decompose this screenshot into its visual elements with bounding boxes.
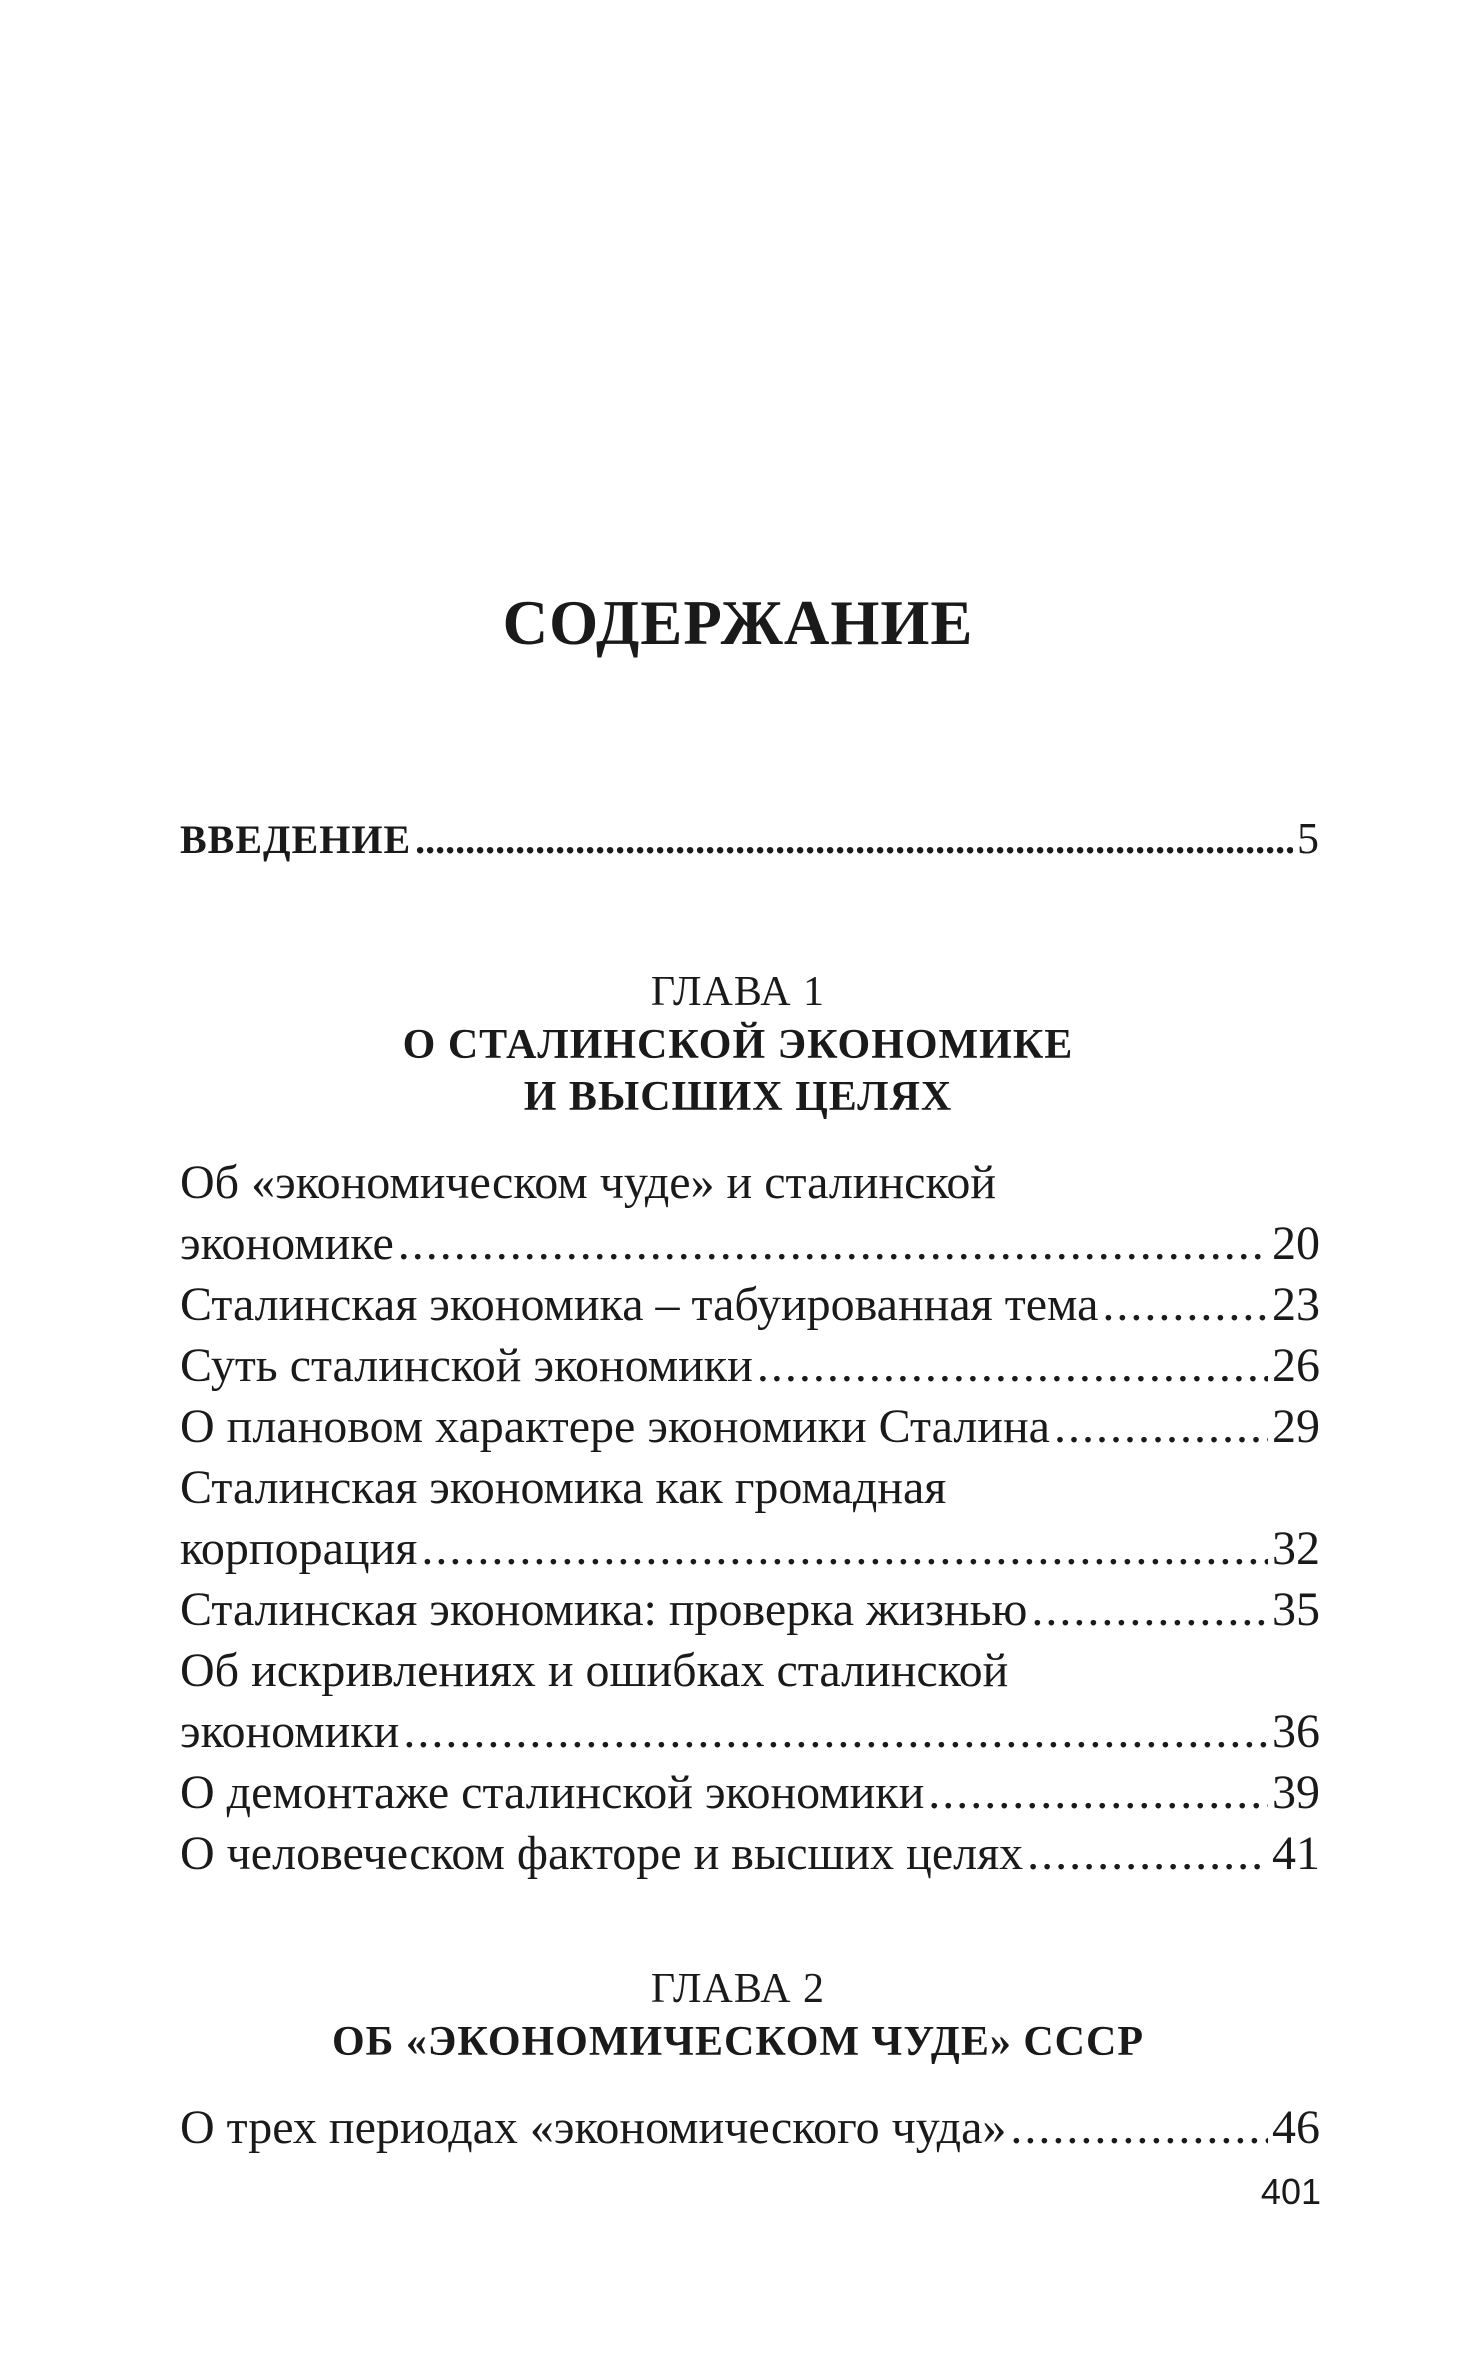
- chapter-title-line-1: ОБ «ЭКОНОМИЧЕСКОМ ЧУДЕ» СССР: [332, 2019, 1144, 2065]
- toc-entry-page: 5: [1297, 814, 1320, 863]
- toc-entry[interactable]: [180, 1152, 1320, 1274]
- toc-entry[interactable]: [180, 1274, 1320, 1335]
- chapter-2-entries: [180, 2097, 1320, 2158]
- chapter-1-heading: [0, 965, 1476, 1123]
- toc-entry[interactable]: [180, 1762, 1320, 1823]
- chapter-number: ГЛАВА 1: [650, 969, 826, 1015]
- dot-leader: [1054, 1396, 1268, 1457]
- toc-entry-page: 46: [1272, 2101, 1320, 2154]
- toc-entry-label-line-1: Сталинская экономика как громадная: [180, 1461, 947, 1514]
- chapter-title-line-1: О СТАЛИНСКОЙ ЭКОНОМИКЕ: [402, 1022, 1074, 1068]
- intro-entry-block: [180, 808, 1320, 870]
- toc-entry-label: О плановом характере экономики Сталина: [180, 1400, 1050, 1453]
- toc-entry-label: экономике: [180, 1217, 394, 1270]
- chapter-number: ГЛАВА 2: [650, 1966, 826, 2012]
- toc-entry[interactable]: [180, 1335, 1320, 1396]
- toc-entry-label: ВВЕДЕНИЕ: [180, 817, 412, 862]
- toc-entry-page: 32: [1272, 1522, 1320, 1575]
- dot-leader: [415, 809, 1293, 870]
- toc-entry-page: 39: [1272, 1766, 1320, 1819]
- dot-leader: [928, 1762, 1268, 1823]
- chapter-1-entries: [180, 1152, 1320, 1884]
- toc-entry[interactable]: [180, 1396, 1320, 1457]
- toc-entry-page: 20: [1272, 1217, 1320, 1270]
- toc-entry-label: О человеческом факторе и высших целях: [180, 1827, 1024, 1880]
- toc-entry-label: Суть сталинской экономики: [180, 1339, 753, 1392]
- toc-entry-intro[interactable]: [180, 808, 1320, 870]
- toc-entry[interactable]: [180, 1823, 1320, 1884]
- dot-leader: [1027, 1823, 1268, 1884]
- chapter-2-heading: [0, 1962, 1476, 2068]
- dot-leader: [421, 1518, 1268, 1579]
- toc-entry[interactable]: [180, 1640, 1320, 1762]
- toc-entry-page: 26: [1272, 1339, 1320, 1392]
- toc-entry-page: 35: [1272, 1583, 1320, 1636]
- toc-entry-label: корпорация: [180, 1522, 418, 1575]
- toc-entry-label: экономики: [180, 1705, 400, 1758]
- toc-entry-label-line-1: Об «экономическом чуде» и сталинской: [180, 1156, 997, 1209]
- toc-entry-label: Сталинская экономика – табуированная тема: [180, 1278, 1099, 1331]
- toc-entry[interactable]: [180, 1457, 1320, 1579]
- toc-entry-page: 41: [1272, 1827, 1320, 1880]
- dot-leader: [398, 1213, 1268, 1274]
- toc-entry[interactable]: [180, 2097, 1320, 2158]
- toc-entry-label: Сталинская экономика: проверка жизнью: [180, 1583, 1028, 1636]
- toc-entry-label-line-1: Об искривлениях и ошибках сталинской: [180, 1644, 1009, 1697]
- toc-entry-page: 36: [1272, 1705, 1320, 1758]
- dot-leader: [1010, 2097, 1268, 2158]
- dot-leader: [757, 1335, 1268, 1396]
- dot-leader: [403, 1701, 1268, 1762]
- page-number: 401: [1260, 2171, 1321, 2212]
- chapter-title-line-2: И ВЫСШИХ ЦЕЛЯХ: [523, 1074, 953, 1120]
- toc-entry-page: 23: [1272, 1278, 1320, 1331]
- toc-entry-page: 29: [1272, 1400, 1320, 1453]
- dot-leader: [1102, 1274, 1268, 1335]
- toc-entry[interactable]: [180, 1579, 1320, 1640]
- dot-leader: [1031, 1579, 1268, 1640]
- page-title: СОДЕРЖАНИЕ: [502, 588, 974, 658]
- toc-entry-label: О демонтаже сталинской экономики: [180, 1766, 925, 1819]
- toc-entry-label: О трех периодах «экономического чуда»: [180, 2101, 1007, 2154]
